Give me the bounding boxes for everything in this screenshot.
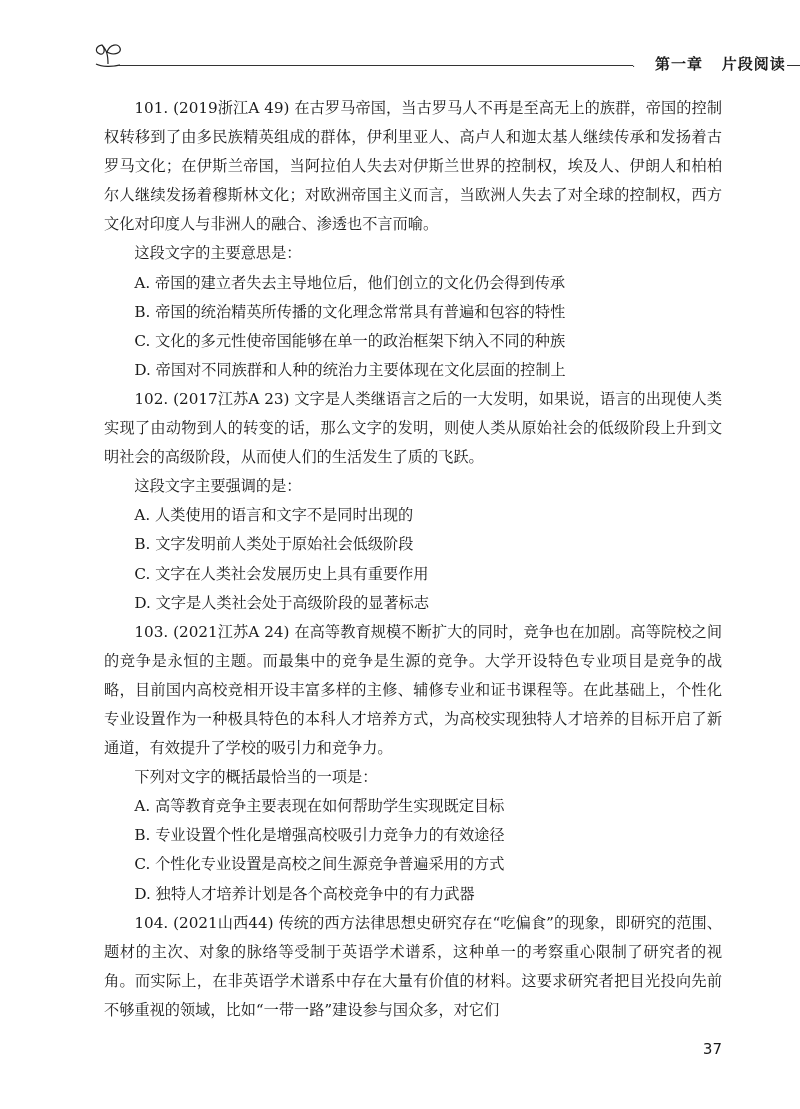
chapter-title	[655, 53, 786, 74]
option-a[interactable]: A. 人类使用的语言和文字不是同时出现的	[134, 506, 414, 525]
question-stem: 102. (2017江苏A 23) 文字是人类继语言之后的一大发明，如果说，语言的出现使人类实现了由动物到人的转变的话，那么文字的发明，则使人类从原始社会的低级阶段上升到文明社会的高级阶段，从而使人们的生活发生了质的飞跃。	[104, 389, 722, 467]
header-rule-left	[118, 65, 633, 66]
question-stem: 101. (2019浙江A 49) 在古罗马帝国，当古罗马人不再是至高无上的族群，帝国的控制权转移到了由多民族精英组成的群体，伊利里亚人、高卢人和迦太基人继续传承和发扬着古罗马文化；在伊斯兰帝国，当阿拉伯人失去对伊斯兰世界的控制权，埃及人、伊朗人和柏柏尔人继续发扬着穆斯林文化；对欧洲帝国主义而言，当欧洲人失去了对全球的控制权，西方文化对印度人与非洲人的融合、渗透也不言而喻。	[104, 99, 722, 234]
page-number: 37	[702, 1040, 722, 1058]
question-prompt: 下列对文字的概括最恰当的一项是：	[134, 768, 378, 787]
page-header	[92, 36, 792, 82]
header-dots: ·	[632, 62, 637, 73]
option-c[interactable]: C. 个性化专业设置是高校之间生源竞争普遍采用的方式	[134, 855, 505, 874]
option-c[interactable]: C. 文字在人类社会发展历史上具有重要作用	[134, 564, 429, 583]
header-rule-right	[787, 65, 800, 66]
question-103	[104, 618, 722, 909]
option-d[interactable]: D. 帝国对不同族群和人种的统治力主要体现在文化层面的控制上	[134, 360, 566, 379]
question-stem: 103. (2021江苏A 24) 在高等教育规模不断扩大的同时，竞争也在加剧。高等院校之间的竞争是永恒的主题。而最集中的竞争是生源的竞争。大学开设特色专业项目是竞争的战略，目前国内高校竞相开设丰富多样的主修、辅修专业和证书课程等。在此基础上，个性化专业设置作为一种极具特色的本科人才培养方式，为高校实现独特人才培养的目标开启了新通道，有效提升了学校的吸引力和竞争力。	[104, 622, 722, 758]
question-prompt: 这段文字的主要意思是：	[134, 244, 302, 263]
option-a[interactable]: A. 帝国的建立者失去主导地位后，他们创立的文化仍会得到传承	[134, 273, 566, 292]
section-title: 片段阅读	[721, 55, 786, 73]
option-a[interactable]: A. 高等教育竞争主要表现在如何帮助学生实现既定目标	[134, 797, 505, 816]
option-d[interactable]: D. 独特人才培养计划是各个高校竞争中的有力武器	[134, 884, 475, 903]
option-c[interactable]: C. 文化的多元性使帝国能够在单一的政治框架下纳入不同的种族	[134, 331, 566, 350]
question-104	[104, 909, 722, 1025]
option-d[interactable]: D. 文字是人类社会处于高级阶段的显著标志	[134, 593, 430, 612]
option-b[interactable]: B. 专业设置个性化是增强高校吸引力竞争力的有效途径	[134, 826, 505, 845]
option-b[interactable]: B. 帝国的统治精英所传播的文化理念常常具有普遍和包容的特性	[134, 302, 566, 321]
question-prompt: 这段文字主要强调的是：	[134, 477, 302, 496]
question-101	[104, 94, 722, 385]
question-stem: 104. (2021山西44) 传统的西方法律思想史研究存在“吃偏食”的现象，即研究的范围、题材的主次、对象的脉络等受制于英语学术谱系，这种单一的考察重心限制了研究者的视角。而实际上，在非英语学术谱系中存在大量有价值的材料。这要求研究者把目光投向先前不够重视的领域，比如“一带一路”建设参与国众多，对它们	[104, 913, 722, 1019]
question-102	[104, 385, 722, 618]
option-b[interactable]: B. 文字发明前人类处于原始社会低级阶段	[134, 535, 414, 554]
chapter-number: 第一章	[655, 55, 704, 73]
page-content	[104, 94, 722, 1025]
